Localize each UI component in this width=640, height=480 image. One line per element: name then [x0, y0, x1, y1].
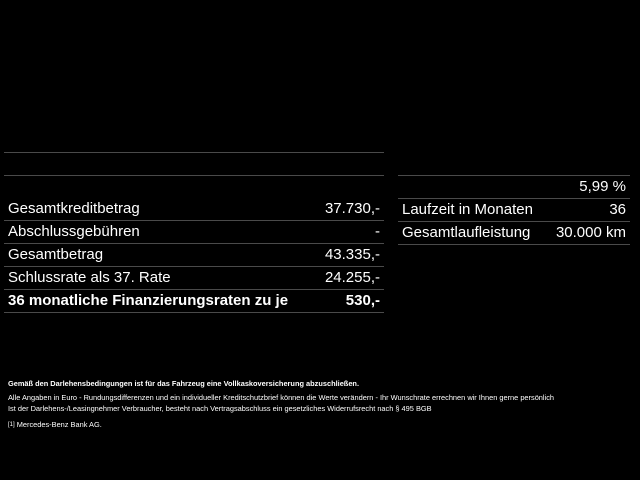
row-value: 24.255,- — [324, 269, 380, 286]
row-label: Abschlussgebühren — [8, 223, 140, 240]
row-value: 36 — [609, 201, 626, 218]
row-value: 30.000 km — [555, 224, 626, 241]
row-value: 37.730,- — [324, 200, 380, 217]
footnote-text: Mercedes-Benz Bank AG. — [16, 420, 102, 429]
disclaimer-line-2: Ist der Darlehens-/Leasingnehmer Verbraucher, besteht nach Vertragsabschluss ein gesetzliches Widerrufsrecht nach § 495 BGB — [8, 404, 432, 413]
row-label: 36 monatliche Finanzierungsraten zu je — [8, 292, 289, 309]
row-label: Gesamtkreditbetrag — [8, 200, 140, 217]
row-gesamtbetrag — [4, 244, 384, 267]
financing-table — [4, 198, 384, 318]
row-label: Schlussrate als 37. Rate — [8, 269, 171, 286]
row-abschlussgebuehren — [4, 221, 384, 244]
disclaimer-line-1: Alle Angaben in Euro - Rundungsdifferenzen und ein individueller Kreditschutzbrief können die Werte verändern - Ihr Wunschrate errechnen wir Ihnen gerne persönlich — [8, 393, 555, 402]
top-divider-1 — [4, 152, 384, 153]
row-value: 530,- — [345, 292, 380, 309]
row-gesamtkreditbetrag — [4, 198, 384, 221]
footnote — [8, 420, 628, 430]
row-label: Gesamtbetrag — [8, 246, 104, 263]
row-monthly-rate — [4, 290, 384, 313]
row-label: Gesamtlaufleistung — [402, 224, 531, 241]
row-value: - — [375, 223, 380, 240]
row-schlussrate — [4, 267, 384, 290]
row-label: Laufzeit in Monaten — [402, 201, 533, 218]
insurance-note: Gemäß den Darlehensbedingungen ist für das Fahrzeug eine Vollkaskoversicherung abzuschließen. — [8, 379, 360, 388]
top-divider-2 — [4, 175, 384, 176]
footnote-marker: [1] — [8, 422, 15, 428]
row-value: 5,99 % — [579, 178, 626, 195]
row-laufzeit — [398, 199, 630, 222]
row-value: 43.335,- — [324, 246, 380, 263]
row-gesamtlaufleistung — [398, 222, 630, 245]
row-interest-rate — [398, 176, 630, 199]
terms-table — [398, 175, 630, 245]
